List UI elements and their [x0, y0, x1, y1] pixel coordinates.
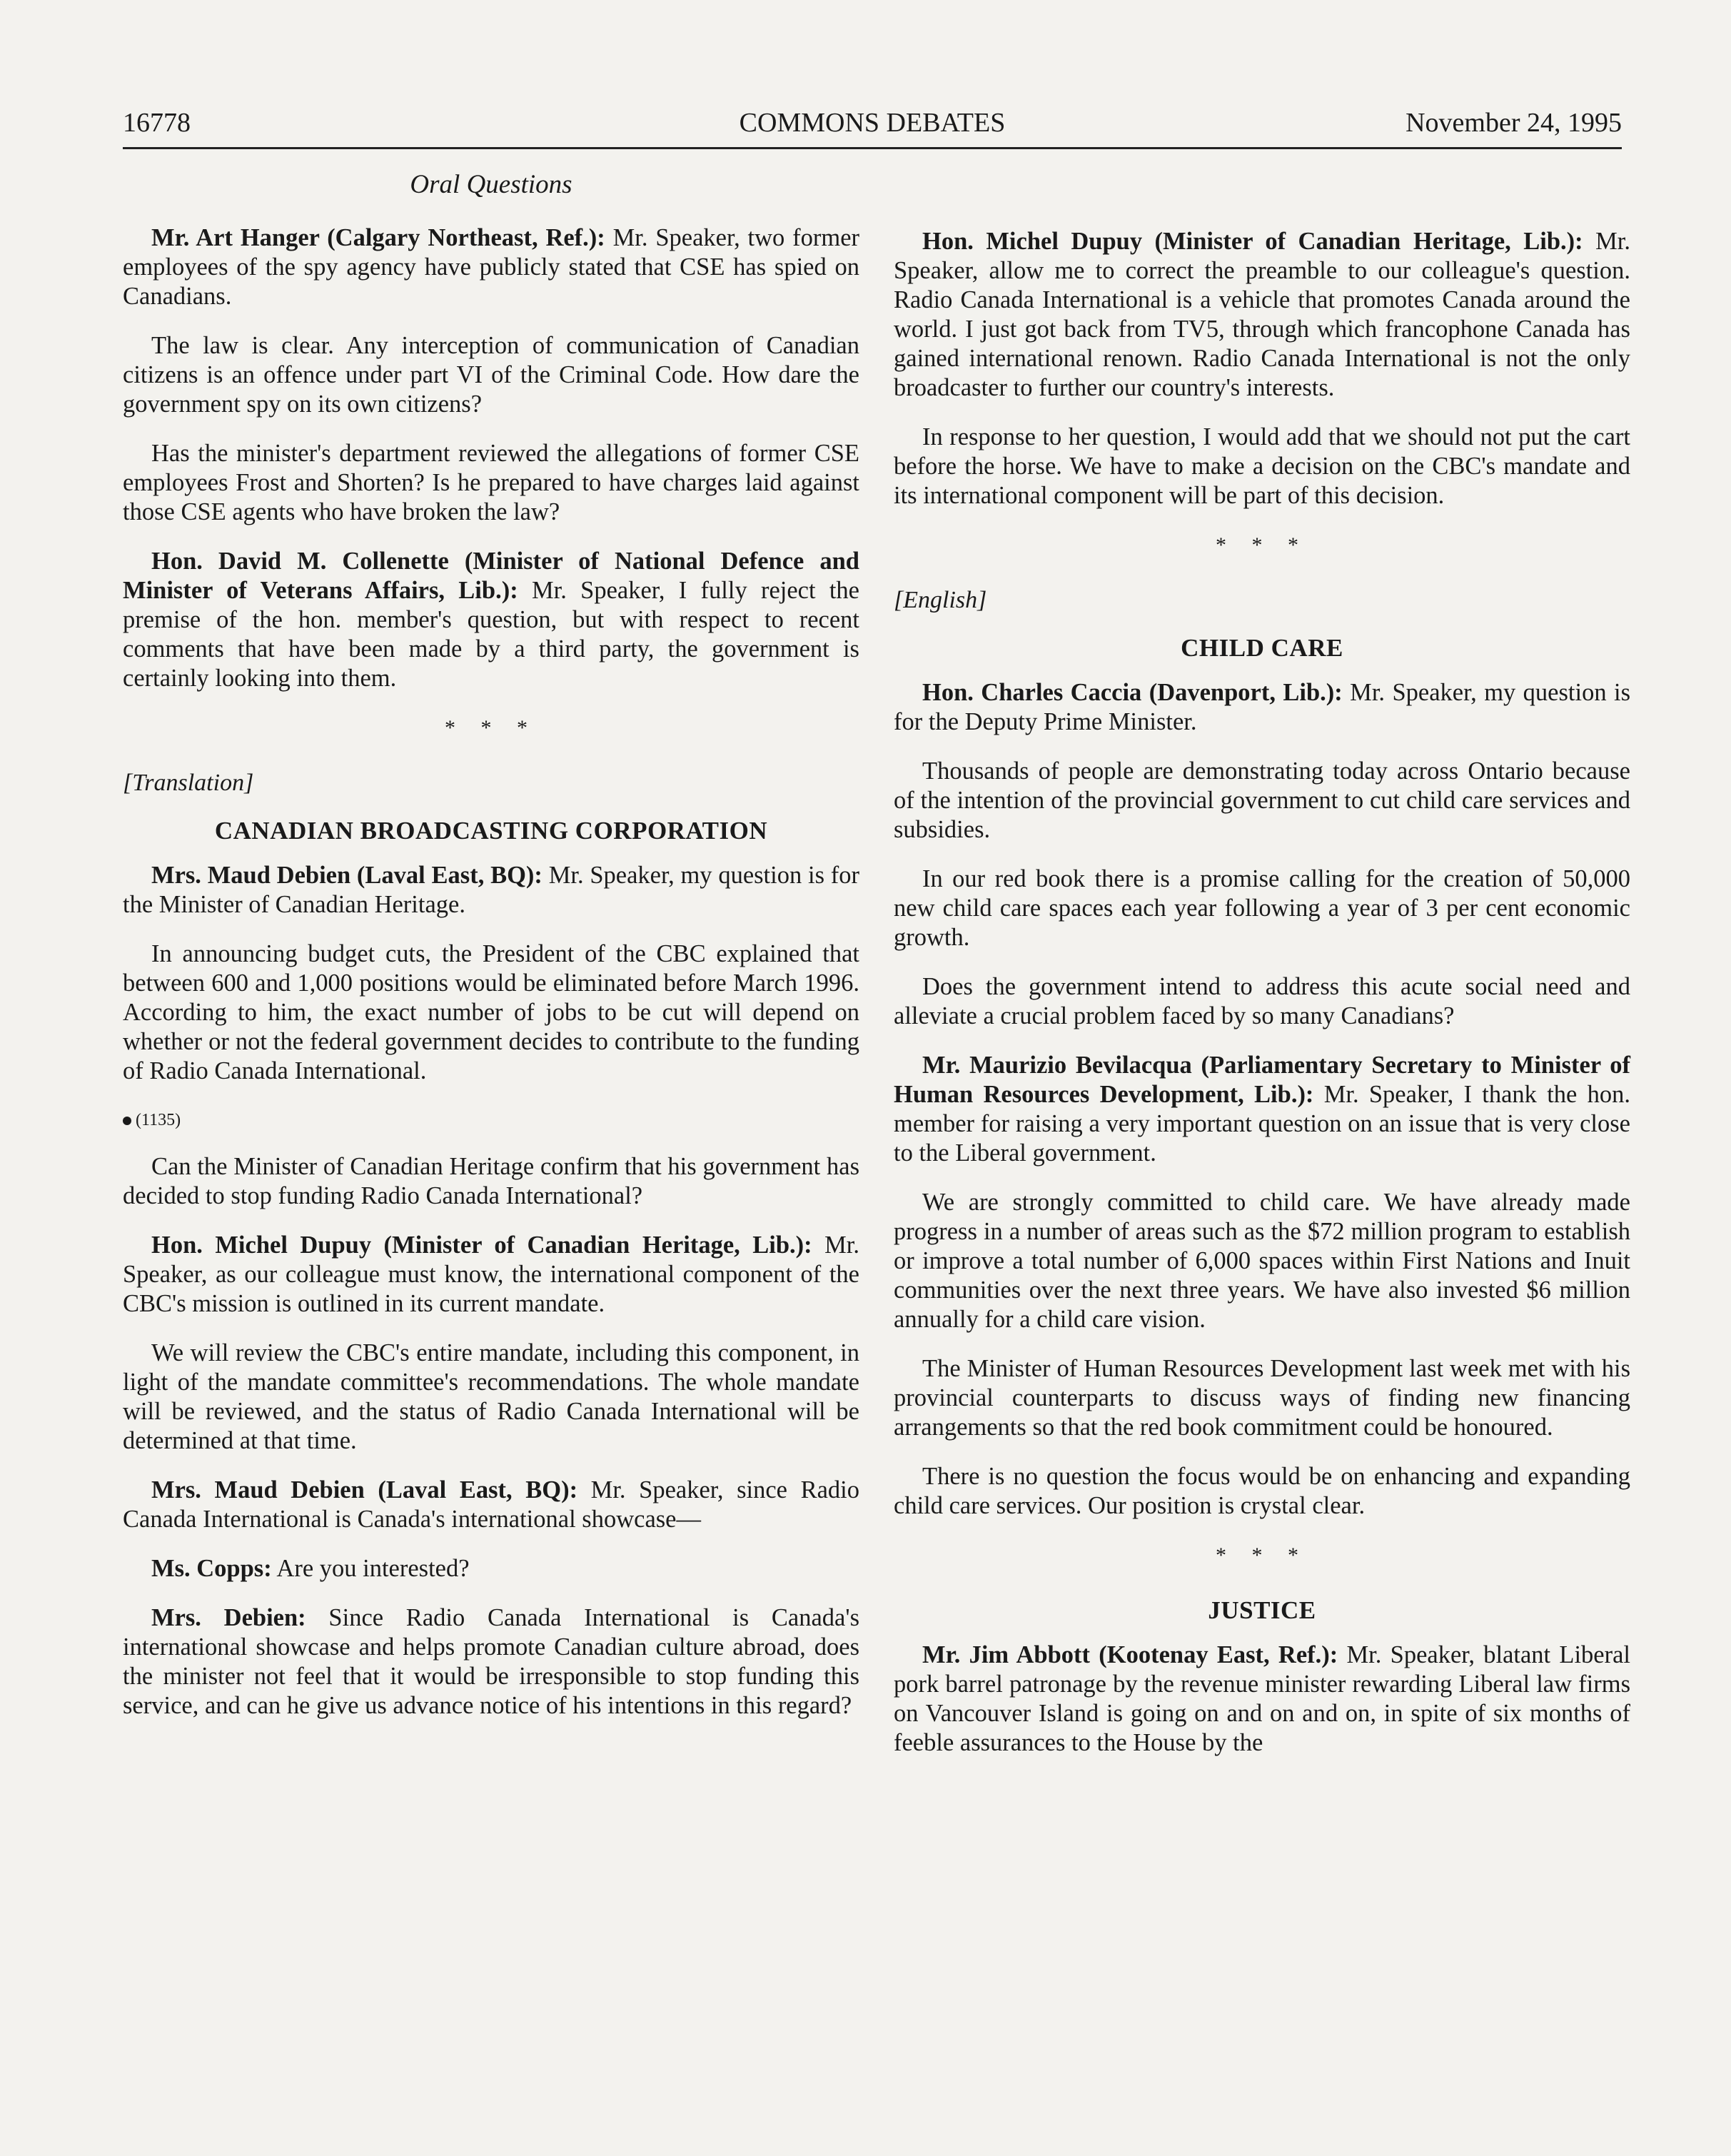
section-heading: CHILD CARE	[1181, 634, 1343, 662]
speech-text: Mr. Speaker, as our colleague must know, the international component of the CBC's mission is outlined in its current mandate.	[123, 1231, 860, 1317]
speaker-name: Hon. Michel Dupuy (Minister of Canadian Heritage, Lib.):	[151, 1231, 812, 1259]
speech-text: Mr. Speaker, I thank the hon. member for raising a very important question on an issue that is very close to the Liberal government.	[894, 1081, 1630, 1167]
speaker-name: Hon. David M. Collenette (Minister of National Defence and Minister of Veterans Affairs, Lib.):	[123, 548, 859, 604]
speaker-name: Hon. Michel Dupuy (Minister of Canadian Heritage, Lib.):	[922, 228, 1583, 255]
paragraph: The law is clear. Any interception of communication of Canadian citizens is an offence under part VI of the Criminal Code. How dare the government spy on its own citizens?	[123, 332, 859, 418]
paragraph: We will review the CBC's entire mandate, including this component, in light of the mandate committee's recommendations. The whole mandate will be reviewed, and the status of Radio Canada International will be determined at that time.	[123, 1339, 859, 1454]
time-text: (1135)	[136, 1111, 181, 1129]
section-heading: JUSTICE	[1208, 1596, 1316, 1624]
speech-text: Are you interested?	[271, 1555, 470, 1582]
paragraph	[123, 1603, 859, 1721]
speech-text: Mr. Speaker, I fully reject the premise of the hon. member's question, but with respect to recent comments that have been made by a third party, the government is certainly looking into them.	[123, 577, 859, 692]
paragraph: Does the government intend to address this acute social need and alleviate a crucial problem faced by so many Canadians?	[894, 973, 1630, 1029]
time-stamp	[123, 1106, 859, 1135]
paragraph	[894, 1641, 1630, 1758]
publication-date: November 24, 1995	[1406, 108, 1622, 138]
paragraph	[894, 1051, 1630, 1168]
section-separator: * * *	[445, 716, 538, 740]
paragraph: Thousands of people are demonstrating today across Ontario because of the intention of the provincial government to cut child care services and subsidies.	[894, 757, 1630, 843]
page-number: 16778	[123, 108, 191, 138]
speaker-name: Mrs. Maud Debien (Laval East, BQ):	[151, 862, 542, 889]
section-heading: CANADIAN BROADCASTING CORPORATION	[214, 817, 768, 845]
paragraph	[123, 1476, 859, 1534]
speech-text: Mr. Speaker, blatant Liberal pork barrel patronage by the revenue minister rewarding Liberal law firms on Vancouver Island is going on and on and on, in spite of six months of feeble assurances to the House by the	[894, 1641, 1630, 1756]
paragraph: In announcing budget cuts, the President of the CBC explained that between 600 and 1,000 positions would be eliminated before March 1996. According to him, the exact number of jobs to be cut will depend on whether or not the federal government decides to contribute to the funding of Radio Canada International.	[123, 940, 859, 1084]
right-column	[894, 227, 1630, 1758]
paragraph	[123, 223, 859, 311]
speech-text: Mr. Speaker, my question is for the Minister of Canadian Heritage.	[123, 862, 860, 918]
page-header	[123, 107, 1622, 146]
paragraph	[894, 678, 1630, 737]
paragraph	[123, 1231, 859, 1319]
speaker-name: Mrs. Debien:	[151, 1604, 306, 1631]
speaker-name: Ms. Copps:	[151, 1555, 272, 1582]
language-note: [English]	[894, 587, 987, 613]
bullet-icon	[123, 1117, 131, 1125]
speech-text: Mr. Speaker, two former employees of the spy agency have publicly stated that CSE has spied on Canadians.	[123, 224, 859, 310]
paragraph: There is no question the focus would be on enhancing and expanding child care services. Our position is crystal clear.	[894, 1463, 1630, 1519]
paragraph: In response to her question, I would add that we should not put the cart before the horse. We have to make a decision on the CBC's mandate and its international component will be part of this decision.	[894, 423, 1630, 509]
publication-title: COMMONS DEBATES	[739, 108, 1006, 138]
paragraph: We are strongly committed to child care. We have already made progress in a number of areas such as the $72 million program to establish or improve a total number of 6,000 spaces within First Nations and Inuit communities over the next three years. We have also invested $6 million annually for a child care vision.	[894, 1189, 1630, 1333]
paragraph: Has the minister's department reviewed the allegations of former CSE employees Frost and Shorten? Is he prepared to have charges laid against those CSE agents who have broken the law?	[123, 440, 859, 525]
section-separator: * * *	[1216, 533, 1308, 557]
language-note: [Translation]	[123, 770, 254, 796]
speaker-name: Mr. Maurizio Bevilacqua (Parliamentary Secretary to Minister of Human Resources Development, Lib.):	[894, 1052, 1630, 1108]
paragraph: Can the Minister of Canadian Heritage confirm that his government has decided to stop funding Radio Canada International?	[123, 1153, 859, 1209]
header-rule	[123, 147, 1622, 149]
paragraph: In our red book there is a promise calling for the creation of 50,000 new child care spaces each year following a year of 3 per cent economic growth.	[894, 865, 1630, 951]
speaker-name: Mr. Art Hanger (Calgary Northeast, Ref.):	[151, 224, 605, 251]
speech-text: Mr. Speaker, my question is for the Deputy Prime Minister.	[894, 679, 1631, 735]
paragraph	[894, 227, 1630, 403]
speech-text: Mr. Speaker, since Radio Canada International is Canada's international showcase—	[123, 1476, 859, 1533]
paragraph	[123, 1554, 859, 1583]
paragraph	[123, 861, 859, 920]
paragraph	[123, 547, 859, 693]
speaker-name: Mr. Jim Abbott (Kootenay East, Ref.):	[922, 1641, 1338, 1668]
speech-text: Since Radio Canada International is Canada's international showcase and helps promote Canadian culture abroad, does the minister not feel that it would be irresponsible to stop funding this service, and can he give us advance notice of his intentions in this regard?	[123, 1604, 859, 1719]
speaker-name: Mrs. Maud Debien (Laval East, BQ):	[151, 1476, 578, 1503]
speaker-name: Hon. Charles Caccia (Davenport, Lib.):	[922, 679, 1343, 706]
left-column	[123, 170, 859, 1721]
section-subheading: Oral Questions	[410, 170, 572, 199]
paragraph: The Minister of Human Resources Development last week met with his provincial counterparts to discuss ways of finding new financing arrangements so that the red book commitment could be honoured.	[894, 1355, 1630, 1441]
section-separator: * * *	[1216, 1543, 1308, 1567]
speech-text: Mr. Speaker, allow me to correct the preamble to our colleague's question. Radio Canada International is a vehicle that promotes Canada around the world. I just got back from TV5, through which francophone Canada has gained international renown. Radio Canada International is not the only broadcaster to further our country's interests.	[894, 228, 1631, 401]
